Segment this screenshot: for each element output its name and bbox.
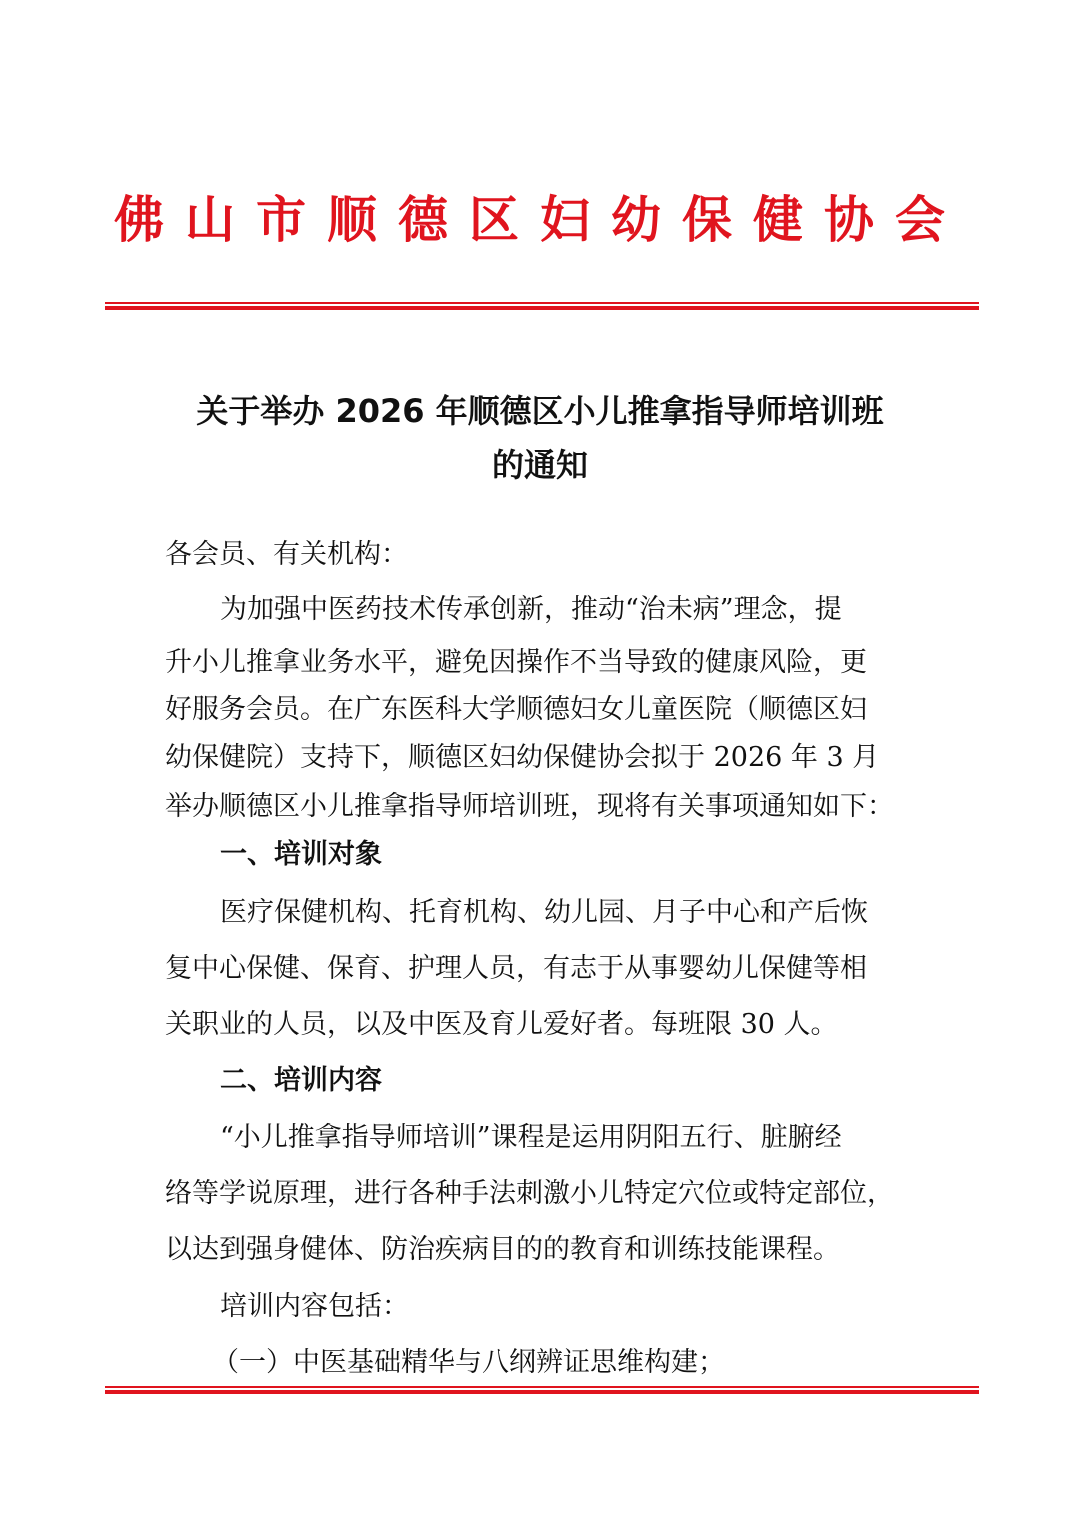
list-item: （一）中医基础精华与八纲辨证思维构建；	[212, 1347, 725, 1378]
section1-line: 医疗保健机构、托育机构、幼儿园、月子中心和产后恢	[220, 897, 868, 928]
section-heading-training-content: 二、培训内容	[220, 1065, 382, 1096]
intro-line: 举办顺德区小儿推拿指导师培训班，现将有关事项通知如下：	[165, 791, 894, 822]
footer-divider-thin-line	[105, 1386, 979, 1388]
section2-line: 以达到强身健体、防治疾病目的的教育和训练技能课程。	[165, 1234, 840, 1265]
section-heading-training-target: 一、培训对象	[220, 839, 382, 870]
section2-line: 络等学说原理，进行各种手法刺激小儿特定穴位或特定部位，	[165, 1178, 894, 1209]
footer-divider	[105, 1386, 979, 1394]
footer-divider-thick-line	[105, 1390, 979, 1394]
contents-intro: 培训内容包括：	[220, 1291, 409, 1322]
document-title-line-2: 的通知	[491, 446, 588, 484]
organization-header: 佛山市顺德区妇幼保健协会	[114, 190, 966, 249]
intro-line: 幼保健院）支持下，顺德区妇幼保健协会拟于 2026 年 3 月	[165, 742, 880, 773]
section2-line: “小儿推拿指导师培训”课程是运用阴阳五行、脏腑经	[220, 1122, 842, 1153]
section1-line: 关职业的人员，以及中医及育儿爱好者。每班限 30 人。	[165, 1009, 838, 1040]
document-title-line-1: 关于举办 2026 年顺德区小儿推拿指导师培训班	[196, 392, 884, 430]
header-divider	[105, 302, 979, 310]
header-divider-thin-line	[105, 302, 979, 304]
header-divider-thick-line	[105, 306, 979, 310]
intro-line: 为加强中医药技术传承创新，推动“治未病”理念，提	[220, 594, 842, 625]
salutation: 各会员、有关机构：	[165, 539, 408, 570]
intro-line: 升小儿推拿业务水平，避免因操作不当导致的健康风险，更	[165, 647, 867, 678]
intro-line: 好服务会员。在广东医科大学顺德妇女儿童医院（顺德区妇	[165, 694, 867, 725]
section1-line: 复中心保健、保育、护理人员，有志于从事婴幼儿保健等相	[165, 953, 867, 984]
